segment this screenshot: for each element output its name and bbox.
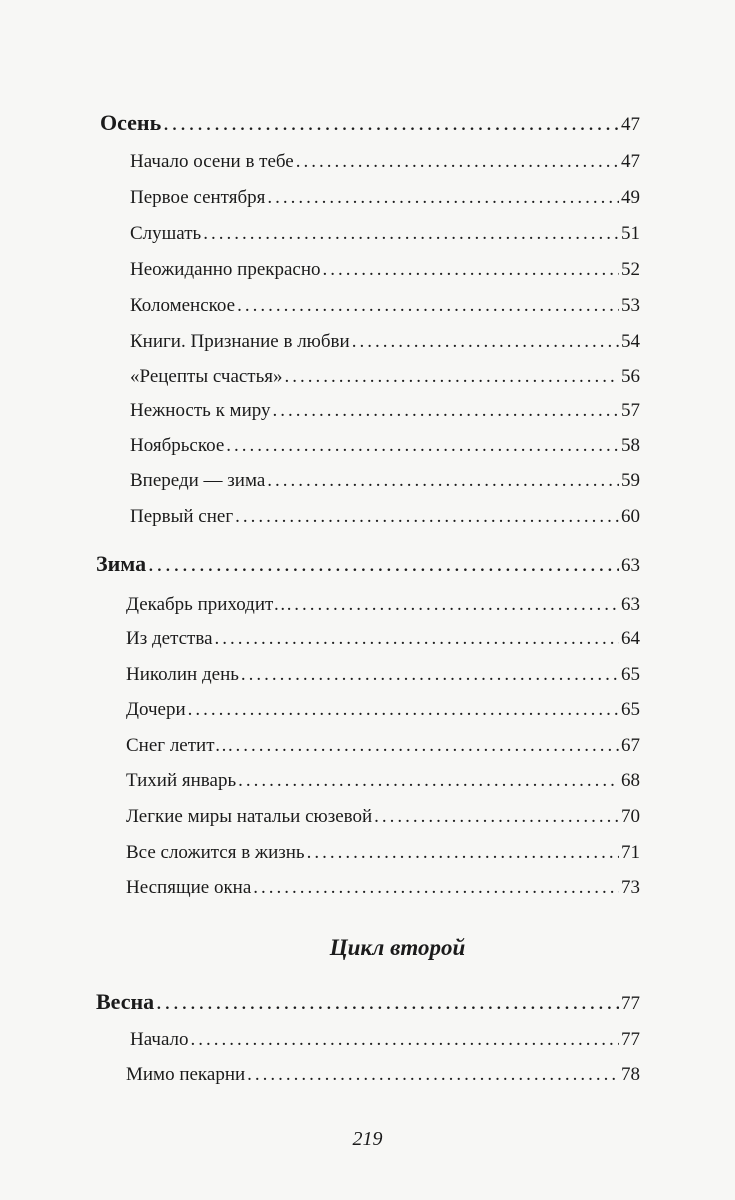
toc-page-number: 58	[621, 435, 640, 456]
toc-entry-title: Николин день	[126, 664, 239, 685]
toc-entry[interactable]	[126, 766, 640, 796]
leader-dots	[236, 731, 619, 761]
toc-entry-title: Ноябрьское	[130, 435, 225, 456]
toc-page-number: 65	[621, 699, 640, 720]
leader-dots	[148, 549, 619, 579]
toc-entry[interactable]	[126, 624, 640, 654]
toc-entry-title: Слушать	[130, 223, 202, 244]
toc-entry[interactable]	[130, 219, 640, 249]
leader-dots	[267, 466, 619, 496]
toc-entry[interactable]	[126, 873, 640, 903]
toc-page-number: 57	[621, 400, 640, 421]
toc-entry[interactable]	[130, 255, 640, 285]
toc-page-number: 77	[621, 1029, 640, 1050]
leader-dots	[323, 255, 619, 285]
leader-dots	[247, 1060, 619, 1090]
toc-entry-title: Неспящие окна	[126, 877, 252, 898]
leader-dots	[294, 590, 619, 620]
toc-entry-title: Коломенское	[130, 295, 236, 316]
toc-page-number: 59	[621, 470, 640, 491]
toc-page-number: 73	[621, 877, 640, 898]
toc-page-number: 78	[621, 1064, 640, 1085]
toc-entry[interactable]	[130, 362, 640, 392]
leader-dots	[285, 362, 619, 392]
toc-entry-title: Книги. Признание в любви	[130, 331, 350, 352]
leader-dots	[352, 327, 619, 357]
toc-entry-title: Начало	[130, 1029, 189, 1050]
toc-entry-title: Начало осени в тебе	[130, 151, 294, 172]
toc-page-number: 70	[621, 806, 640, 827]
page-number: 219	[352, 1128, 383, 1150]
toc-page-number: 60	[621, 506, 640, 527]
toc-entry-title: Мимо пекарни	[126, 1064, 246, 1085]
leader-dots	[203, 219, 619, 249]
leader-dots	[215, 624, 619, 654]
leader-dots	[226, 431, 619, 461]
toc-page-number: 68	[621, 770, 640, 791]
toc-entry[interactable]	[130, 1025, 640, 1055]
toc-entry-title: Все сложится в жизнь	[126, 842, 305, 863]
toc-entry-title: Тихий январь	[126, 770, 237, 791]
toc-entry[interactable]	[130, 396, 640, 426]
toc-page-number: 63	[621, 555, 640, 576]
toc-entry[interactable]	[130, 431, 640, 461]
toc-entry[interactable]	[126, 1060, 640, 1090]
toc-entry[interactable]	[126, 695, 640, 725]
toc-page-number: 54	[621, 331, 640, 352]
toc-entry-title: Первый снег	[130, 506, 234, 527]
leader-dots	[235, 502, 619, 532]
toc-page-number: 53	[621, 295, 640, 316]
toc-page-number: 47	[621, 151, 640, 172]
toc-page-number: 52	[621, 259, 640, 280]
leader-dots	[191, 1025, 619, 1055]
toc-entry[interactable]	[130, 327, 640, 357]
toc-section-autumn[interactable]	[100, 108, 640, 138]
leader-dots	[237, 291, 619, 321]
toc-entry[interactable]	[126, 731, 640, 761]
leader-dots	[188, 695, 619, 725]
leader-dots	[238, 766, 619, 796]
toc-page-number: 71	[621, 842, 640, 863]
toc-entry-title: Дочери	[126, 699, 186, 720]
leader-dots	[156, 987, 619, 1017]
toc-page-number: 77	[621, 993, 640, 1014]
toc-entry-title: Легкие миры натальи сюзевой	[126, 806, 373, 827]
leader-dots	[296, 147, 619, 177]
toc-section-winter[interactable]	[96, 549, 640, 579]
leader-dots	[267, 183, 619, 213]
toc-entry[interactable]	[130, 502, 640, 532]
leader-dots	[241, 660, 619, 690]
toc-entry[interactable]	[130, 291, 640, 321]
toc-section-title: Зима	[96, 551, 147, 576]
toc-page-number: 67	[621, 735, 640, 756]
toc-page-number: 47	[621, 114, 640, 135]
toc-section-title: Весна	[96, 989, 155, 1014]
toc-page-number: 56	[621, 366, 640, 387]
toc-page-number: 65	[621, 664, 640, 685]
toc-entry-title: Впереди — зима	[130, 470, 266, 491]
toc-entry[interactable]	[130, 466, 640, 496]
toc-page-number: 63	[621, 594, 640, 615]
toc-section-title: Осень	[100, 110, 162, 135]
toc-entry-title: Из детства	[126, 628, 213, 649]
toc-entry[interactable]	[126, 802, 640, 832]
toc-section-spring[interactable]	[96, 987, 640, 1017]
toc-entry-title: Нежность к миру	[130, 400, 271, 421]
toc-entry[interactable]	[126, 660, 640, 690]
toc-page-number: 51	[621, 223, 640, 244]
leader-dots	[253, 873, 619, 903]
toc-entry-title: Декабрь приходит…	[126, 594, 293, 615]
toc-entry-title: Первое сентября	[130, 187, 266, 208]
cycle-heading: Цикл второй	[329, 935, 466, 960]
toc-page-number: 64	[621, 628, 640, 649]
toc-entry[interactable]	[130, 147, 640, 177]
toc-entry-title: «Рецепты счастья»	[130, 366, 283, 387]
toc-page-number: 49	[621, 187, 640, 208]
toc-entry[interactable]	[126, 838, 640, 868]
leader-dots	[273, 396, 620, 426]
leader-dots	[374, 802, 619, 832]
toc-entry-title: Неожиданно прекрасно	[130, 259, 321, 280]
leader-dots	[307, 838, 619, 868]
toc-entry[interactable]	[130, 183, 640, 213]
toc-entry-title: Снег летит…	[126, 735, 234, 756]
toc-entry[interactable]	[126, 590, 640, 620]
leader-dots	[163, 108, 619, 138]
